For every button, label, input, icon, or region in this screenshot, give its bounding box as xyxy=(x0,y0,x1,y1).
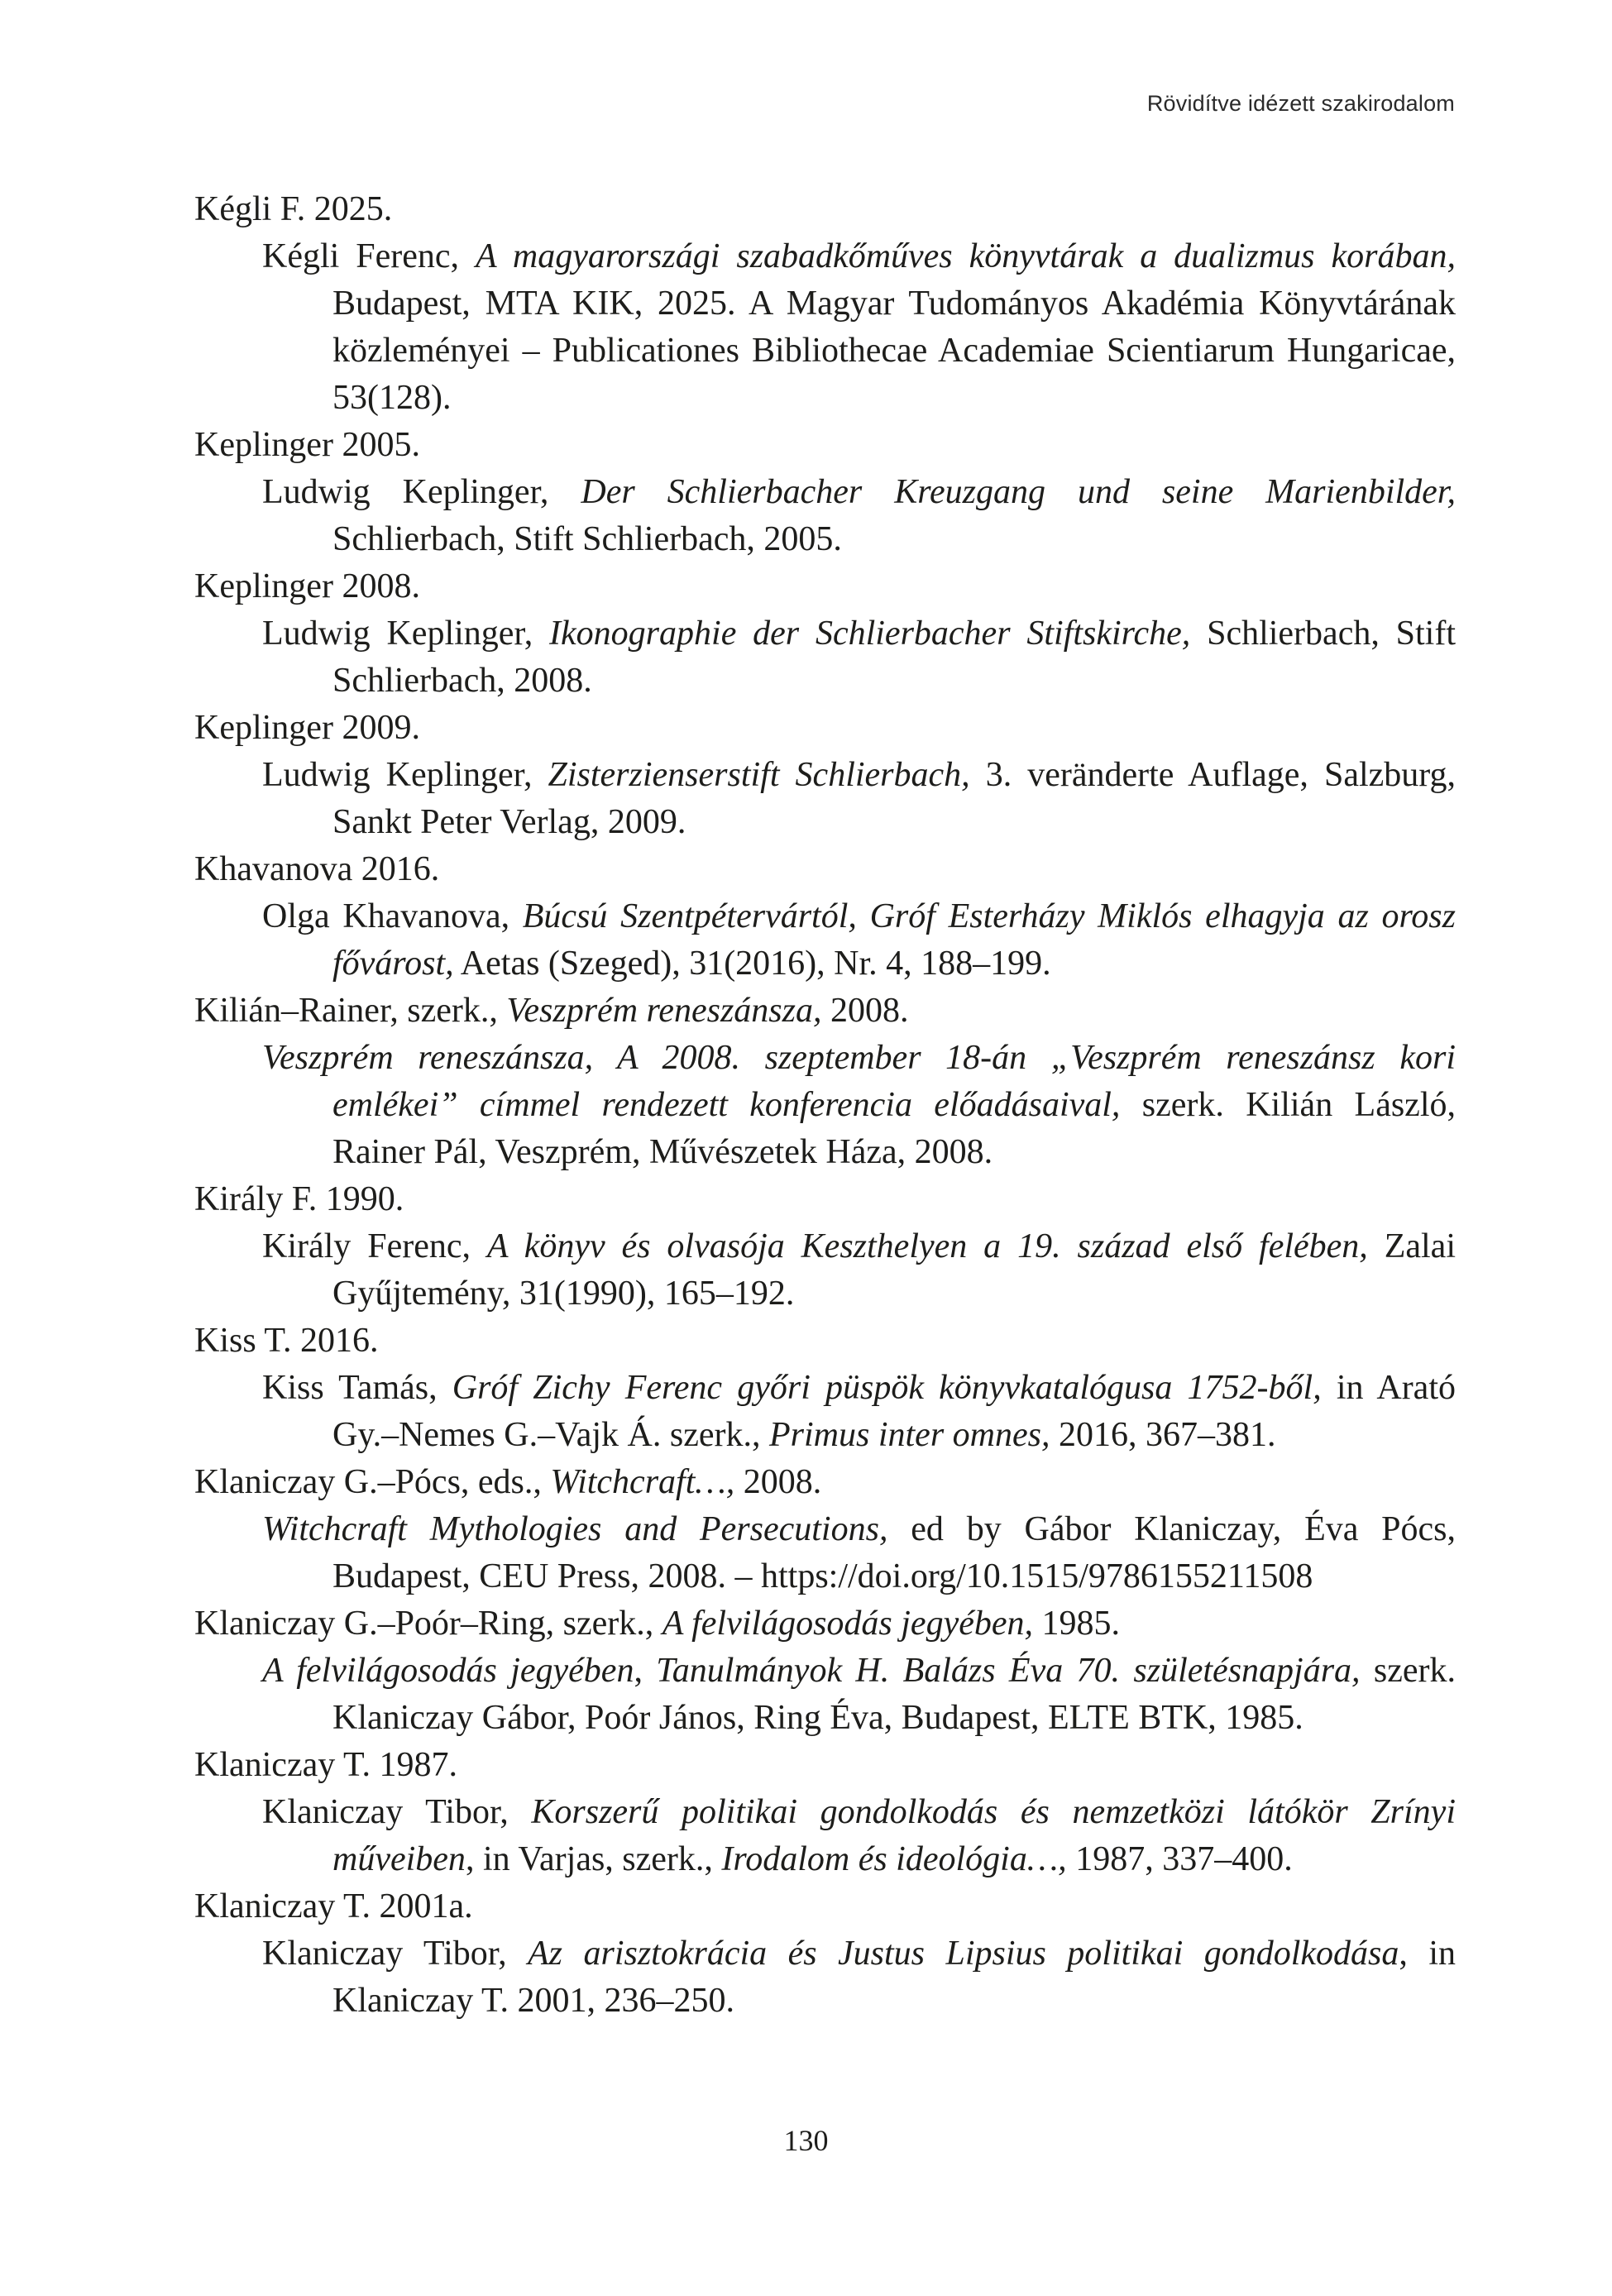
bibliography-entry xyxy=(194,988,1456,1176)
entry-abbreviation xyxy=(194,1176,1456,1223)
text-segment: Olga Khavanova, xyxy=(262,897,523,935)
text-segment: Klaniczay Tibor, xyxy=(262,1935,529,1973)
text-segment: Schlierbach, Stift Schlierbach, 2005. xyxy=(332,520,842,558)
text-segment: Keplinger 2009. xyxy=(194,709,420,747)
text-segment: Kégli F. 2025. xyxy=(194,190,393,228)
entry-abbreviation xyxy=(194,705,1456,752)
text-segment: 2008. xyxy=(734,1463,822,1501)
text-segment: 1985. xyxy=(1033,1605,1120,1643)
italic-segment: Primus inter omnes, xyxy=(769,1416,1050,1454)
bibliography-entry xyxy=(194,1459,1456,1600)
text-segment: Kiss Tamás, xyxy=(262,1369,452,1407)
page-number: 130 xyxy=(783,2124,829,2157)
entry-full-reference xyxy=(194,233,1456,422)
text-segment: Király Ferenc, xyxy=(262,1227,487,1265)
running-head: Rövidítve idézett szakirodalom xyxy=(1146,91,1455,116)
entry-abbreviation xyxy=(194,1459,1456,1506)
text-segment: Kégli Ferenc, xyxy=(262,237,476,275)
italic-segment: Tanulmányok H. Balázs Éva 70. születésnapjára, xyxy=(656,1652,1361,1690)
entry-full-reference xyxy=(194,1789,1456,1883)
entry-full-reference xyxy=(194,1506,1456,1600)
text-segment: Klaniczay G.–Poór–Ring, szerk., xyxy=(194,1605,662,1643)
text-segment: Klaniczay G.–Pócs, eds., xyxy=(194,1463,551,1501)
text-segment: Keplinger 2008. xyxy=(194,567,420,605)
text-segment: 2016, 367–381. xyxy=(1050,1416,1276,1454)
entry-abbreviation xyxy=(194,846,1456,893)
text-segment: 2008. xyxy=(821,992,909,1030)
entry-abbreviation xyxy=(194,1318,1456,1365)
italic-segment: A magyarországi szabadkőműves könyvtárak a dualizmus korában, xyxy=(476,237,1456,275)
text-segment: szerk. Kilián László, Rainer Pál, Veszprém, Művészetek Háza, 2008. xyxy=(332,1086,1456,1171)
text-segment: Klaniczay T. 1987. xyxy=(194,1746,458,1784)
text-segment: ed by Gábor Klaniczay, Éva Pócs, Budapest, CEU Press, 2008. – https://doi.org/10.1515/9786155211508 xyxy=(332,1510,1457,1595)
italic-segment: A felvilágosodás jegyében, xyxy=(662,1605,1033,1643)
italic-segment: Der Schlierbacher Kreuzgang und seine Marienbilder, xyxy=(581,473,1456,511)
text-segment: szerk. Klaniczay Gábor, Poór János, Ring Éva, Budapest, ELTE BTK, 1985. xyxy=(332,1652,1457,1737)
entry-full-reference xyxy=(194,752,1456,846)
italic-segment: Witchcraft…, xyxy=(550,1463,735,1501)
entry-full-reference xyxy=(194,1648,1456,1742)
bibliography-entry xyxy=(194,1176,1456,1318)
entry-full-reference xyxy=(194,469,1456,563)
text-segment: Ludwig Keplinger, xyxy=(262,615,550,653)
text-segment: Schlierbach, Stift Schlierbach, 2008. xyxy=(332,615,1456,700)
italic-segment: Ikonographie der Schlierbacher Stiftskirche, xyxy=(549,615,1191,653)
bibliography-entry xyxy=(194,1318,1456,1459)
text-segment: Budapest, MTA KIK, 2025. A Magyar Tudományos Akadémia Könyvtárának közleményei – Publicationes Bibliothecae Academiae Scientiarum Hungaricae, 53(128). xyxy=(332,285,1456,417)
text-segment: , xyxy=(634,1652,657,1690)
entry-full-reference xyxy=(194,1365,1456,1459)
italic-segment: A könyv és olvasója Keszthelyen a 19. század első felében, xyxy=(486,1227,1368,1265)
entry-full-reference xyxy=(194,1930,1456,2025)
text-segment: Khavanova 2016. xyxy=(194,850,440,888)
italic-segment: Veszprém reneszánsza, A 2008. szeptember 18-án „Veszprém reneszánsz kori emlékei” címmel rendezett konferencia előadásaival, xyxy=(262,1039,1456,1124)
italic-segment: A felvilágosodás jegyében xyxy=(262,1652,634,1690)
text-segment: 1987, 337–400. xyxy=(1066,1840,1293,1878)
italic-segment: Gróf Zichy Ferenc győri püspök könyvkatalógusa 1752-ből, xyxy=(452,1369,1322,1407)
text-segment: Zalai Gyűjtemény, 31(1990), 165–192. xyxy=(332,1227,1456,1313)
bibliography-entry xyxy=(194,1742,1456,1883)
text-segment: 3. veränderte Auflage, Salzburg, Sankt Peter Verlag, 2009. xyxy=(332,756,1456,841)
text-segment: Kiss T. 2016. xyxy=(194,1322,379,1360)
bibliography-entry xyxy=(194,422,1456,563)
text-segment: Klaniczay Tibor, xyxy=(262,1793,532,1831)
text-segment: , in Klaniczay T. 2001, 236–250. xyxy=(332,1935,1457,2020)
bibliography-entry xyxy=(194,563,1456,705)
bibliography-entry xyxy=(194,1883,1456,2025)
italic-segment: Korszerű politikai gondolkodás és nemzetközi látókör Zrínyi műveiben xyxy=(332,1793,1456,1878)
text-segment: , in Varjas, szerk., xyxy=(465,1840,722,1878)
entry-full-reference xyxy=(194,1223,1456,1318)
entry-full-reference xyxy=(194,610,1456,705)
entry-abbreviation xyxy=(194,422,1456,469)
text-segment: Aetas (Szeged), 31(2016), Nr. 4, 188–199. xyxy=(453,945,1051,983)
italic-segment: Búcsú Szentpétervártól, Gróf Esterházy Miklós elhagyja az orosz fővárost, xyxy=(332,897,1456,983)
text-segment: Ludwig Keplinger, xyxy=(262,473,581,511)
text-segment: Ludwig Keplinger, xyxy=(262,756,548,794)
bibliography-entry xyxy=(194,186,1456,422)
entry-abbreviation xyxy=(194,1742,1456,1789)
italic-segment: Irodalom és ideológia…, xyxy=(721,1840,1067,1878)
entry-abbreviation xyxy=(194,186,1456,233)
bibliography-entry xyxy=(194,846,1456,988)
text-segment: in Arató Gy.–Nemes G.–Vajk Á. szerk., xyxy=(332,1369,1456,1454)
italic-segment: Zisterzienserstift Schlierbach, xyxy=(548,756,970,794)
entry-abbreviation xyxy=(194,988,1456,1035)
text-segment: Kilián–Rainer, szerk., xyxy=(194,992,507,1030)
text-segment: Klaniczay T. 2001a. xyxy=(194,1887,473,1925)
entry-abbreviation xyxy=(194,563,1456,610)
bibliography-list xyxy=(194,186,1456,2025)
entry-abbreviation xyxy=(194,1883,1456,1930)
bibliography-entry xyxy=(194,1600,1456,1742)
bibliography-entry xyxy=(194,705,1456,846)
italic-segment: Witchcraft Mythologies and Persecutions, xyxy=(262,1510,888,1548)
italic-segment: Az arisztokrácia és Justus Lipsius politikai gondolkodása xyxy=(528,1935,1399,1973)
entry-abbreviation xyxy=(194,1600,1456,1648)
text-segment: Keplinger 2005. xyxy=(194,426,420,464)
italic-segment: Veszprém reneszánsza, xyxy=(506,992,822,1030)
text-segment: Király F. 1990. xyxy=(194,1180,404,1218)
entry-full-reference xyxy=(194,893,1456,988)
entry-full-reference xyxy=(194,1035,1456,1176)
